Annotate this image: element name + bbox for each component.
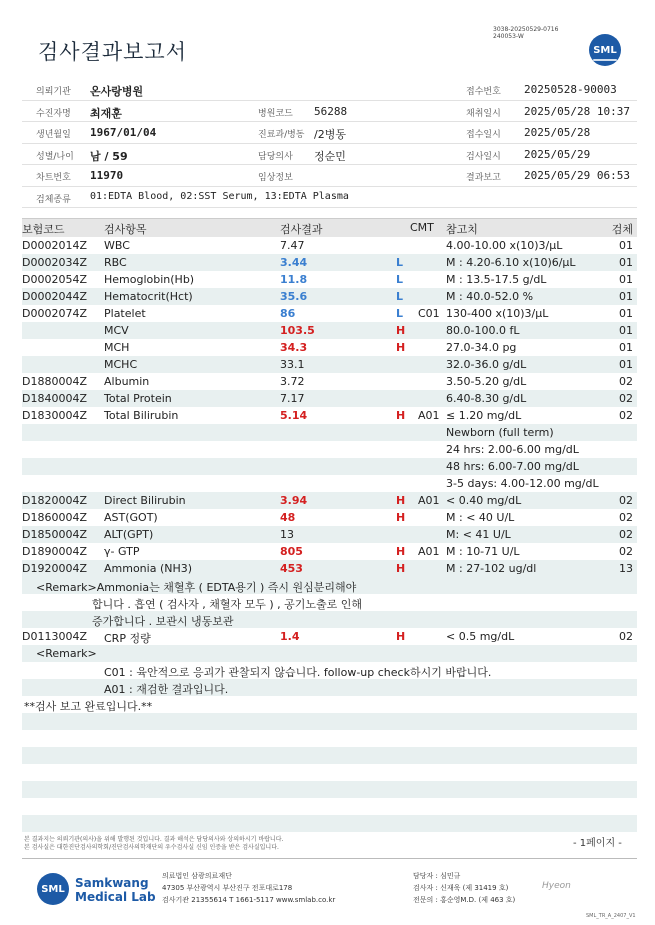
test-specimen: 01 — [619, 307, 633, 320]
brand-line1: Samkwang — [75, 876, 149, 890]
sex-age-label: 성별/나이 — [36, 151, 74, 162]
test-name: AST(GOT) — [104, 511, 158, 524]
test-result: 34.3 — [280, 341, 308, 354]
document-id — [493, 26, 558, 40]
remark-row — [22, 679, 637, 696]
test-result: 35.6 — [280, 290, 308, 303]
empty-row — [22, 798, 637, 815]
test-name: Albumin — [104, 375, 150, 388]
test-specimen: 02 — [619, 494, 633, 507]
test-name: γ- GTP — [104, 545, 140, 558]
test-code: D0002014Z — [22, 239, 87, 252]
table-row — [22, 458, 637, 475]
table-row — [22, 322, 637, 339]
empty-row — [22, 815, 637, 832]
addr-line2: 47305 부산광역시 부산진구 전포대로178 — [162, 884, 293, 892]
test-name: Direct Bilirubin — [104, 494, 186, 507]
test-name: MCV — [104, 324, 129, 337]
info-row — [22, 165, 637, 187]
table-row — [22, 407, 637, 424]
doctor-value: 정순민 — [314, 149, 346, 163]
test-result: 453 — [280, 562, 303, 575]
test-code: D1850004Z — [22, 528, 87, 541]
test-reference: < 0.40 mg/dL — [446, 494, 522, 507]
crp-spec: 02 — [619, 630, 633, 643]
table-row — [22, 356, 637, 373]
lab-address — [162, 870, 335, 906]
test-flag: H — [396, 324, 406, 337]
chart-no-label: 차트번호 — [36, 173, 71, 183]
info-row — [22, 101, 637, 123]
test-reference: 80.0-100.0 fL — [446, 324, 520, 337]
test-code: D1830004Z — [22, 409, 87, 422]
specimen-label: 검체종류 — [36, 194, 71, 205]
footer-note-1: 본 결과지는 의뢰기관(의사)을 위해 발행된 것입니다. 결과 해석은 담당의사와 상의하시기 바랍니다. — [24, 836, 284, 843]
test-cmt: A01 — [418, 545, 440, 558]
form-code: SML_TR_A_2407_V1 — [586, 913, 636, 919]
table-row — [22, 390, 637, 407]
addr-line3: 검사기관 21355614 T 1661-5117 www.smlab.co.kr — [162, 896, 336, 904]
header-name: 검사항목 — [104, 223, 147, 236]
test-flag: H — [396, 341, 406, 354]
table-row — [22, 475, 637, 492]
test-specimen: 02 — [619, 375, 633, 388]
table-row — [22, 339, 637, 356]
test-flag: L — [396, 273, 404, 286]
test-reference: 3.50-5.20 g/dL — [446, 375, 527, 388]
staff-line1: 담당자 : 심민규 — [413, 872, 461, 880]
test-code: D1880004Z — [22, 375, 87, 388]
table-body — [22, 237, 637, 577]
test-code: D1860004Z — [22, 511, 87, 524]
test-code: D0002074Z — [22, 307, 87, 320]
report-date-label: 결과보고 — [466, 173, 501, 183]
test-code: D1890004Z — [22, 545, 87, 558]
crp-flag: H — [396, 630, 406, 643]
test-specimen: 02 — [619, 545, 633, 558]
test-specimen: 01 — [619, 341, 633, 354]
header-result: 검사결과 — [280, 223, 323, 236]
test-result: 7.17 — [280, 392, 305, 405]
test-flag: H — [396, 562, 406, 575]
hospital-code-value: 56288 — [314, 104, 348, 118]
footer-note-2: 본 검사실은 대한진단검사의학회/진단검사의학재단의 우수검사실 신임 인증을 받은 검사실입니다. — [24, 844, 279, 851]
dept-value: /2병동 — [314, 128, 346, 141]
test-reference: M : < 40 U/L — [446, 511, 515, 524]
report-complete-row — [22, 696, 637, 713]
remark-row — [22, 577, 637, 594]
empty-row — [22, 747, 637, 764]
chart-no-value: 11970 — [90, 169, 124, 182]
brand-line2: Medical Lab — [75, 890, 156, 904]
test-reference: M : 10-71 U/L — [446, 545, 520, 558]
test-name: Total Bilirubin — [104, 409, 179, 422]
test-name: Ammonia (NH3) — [104, 562, 193, 575]
test-code: D1920004Z — [22, 562, 87, 575]
test-name: Hemoglobin(Hb) — [104, 273, 195, 286]
test-reference: M : 4.20-6.10 x(10)6/μL — [446, 256, 576, 269]
test-result: 13 — [280, 528, 294, 541]
test-cmt: A01 — [418, 494, 440, 507]
test-name: Hematocrit(Hct) — [104, 290, 193, 303]
report-complete-text: **검사 보고 완료입니다.** — [24, 700, 153, 713]
test-code: D0002044Z — [22, 290, 87, 303]
info-row — [22, 144, 637, 166]
empty-row — [22, 730, 637, 747]
test-date-label: 검사일시 — [466, 151, 501, 162]
remark-label: <Remark> — [36, 647, 97, 660]
table-row — [22, 305, 637, 322]
test-result: 48 — [280, 511, 296, 524]
crp-result: 1.4 — [280, 630, 300, 643]
dob-value: 1967/01/04 — [90, 126, 157, 139]
table-row — [22, 492, 637, 509]
page-title: 검사결과보고서 — [38, 40, 188, 64]
test-name: Total Protein — [104, 392, 172, 405]
lab-staff — [413, 870, 515, 906]
remark-text: <Remark>Ammonia는 채혈후 ( EDTA용기 ) 즉시 원심분리해야 — [36, 581, 357, 594]
test-specimen: 02 — [619, 392, 633, 405]
test-reference: 130-400 x(10)3/μL — [446, 307, 549, 320]
test-flag: L — [396, 307, 404, 320]
page-number: - 1페이지 - — [573, 838, 622, 849]
test-name: RBC — [104, 256, 127, 269]
test-specimen: 01 — [619, 273, 633, 286]
table-row — [22, 254, 637, 271]
test-reference: 3-5 days: 4.00-12.00 mg/dL — [446, 477, 599, 490]
table-header — [22, 218, 637, 237]
test-code: D0002034Z — [22, 256, 87, 269]
header-code: 보험코드 — [22, 223, 65, 236]
specimen-value: 01:EDTA Blood, 02:SST Serum, 13:EDTA Plasma — [90, 190, 349, 202]
test-result: 33.1 — [280, 358, 305, 371]
crp-code: D0113004Z — [22, 630, 87, 643]
test-reference: ≤ 1.20 mg/dL — [446, 409, 522, 422]
test-reference: 6.40-8.30 g/dL — [446, 392, 527, 405]
table-row — [22, 424, 637, 441]
staff-line2: 검사자 : 신재욱 (제 31419 호) — [413, 884, 509, 892]
test-reference: 32.0-36.0 g/dL — [446, 358, 527, 371]
remark-row — [22, 645, 637, 662]
doc-id-line1: 3038-20250529-0716 — [493, 26, 559, 33]
sex-age-value: 남 / 59 — [90, 149, 128, 163]
test-result: 5.14 — [280, 409, 308, 422]
patient-label: 수진자명 — [36, 108, 71, 119]
sml-footer-logo: SML — [37, 873, 69, 905]
sml-logo: SML — [589, 34, 621, 66]
test-name: ALT(GPT) — [104, 528, 154, 541]
table-row — [22, 373, 637, 390]
crp-name: CRP 정량 — [104, 632, 151, 645]
test-result: 805 — [280, 545, 303, 558]
remark-row — [22, 594, 637, 611]
collect-date-value: 2025/05/28 10:37 — [524, 104, 630, 118]
test-code: D0002054Z — [22, 273, 87, 286]
test-name: MCH — [104, 341, 130, 354]
test-name: Platelet — [104, 307, 146, 320]
test-specimen: 01 — [619, 290, 633, 303]
test-reference: M : 40.0-52.0 % — [446, 290, 534, 303]
test-date-value: 2025/05/29 — [524, 147, 591, 161]
empty-row — [22, 713, 637, 730]
signature: Hyeon — [542, 881, 571, 891]
test-specimen: 02 — [619, 528, 633, 541]
test-flag: H — [396, 409, 406, 422]
info-row — [22, 79, 637, 101]
table-row — [22, 628, 637, 645]
test-name: MCHC — [104, 358, 138, 371]
header-cmt: CMT — [410, 221, 434, 234]
results-table — [22, 218, 637, 832]
test-reference: M : 27-102 ug/dl — [446, 562, 537, 575]
table-row — [22, 271, 637, 288]
test-cmt: A01 — [418, 409, 440, 422]
test-specimen: 01 — [619, 358, 633, 371]
test-result: 3.44 — [280, 256, 308, 269]
footer-divider — [22, 858, 637, 859]
addr-line1: 의료법인 삼광의료재단 — [162, 872, 232, 880]
test-result: 3.94 — [280, 494, 308, 507]
dept-label: 진료과/병동 — [258, 130, 305, 140]
table-row — [22, 237, 637, 254]
doc-id-line2: 240053-W — [493, 33, 524, 40]
test-code: D1840004Z — [22, 392, 87, 405]
remark-text: A01 : 재검한 결과입니다. — [104, 683, 229, 696]
remark-text: 증가합니다 . 보관시 냉동보관 — [92, 615, 234, 628]
test-specimen: 02 — [619, 409, 633, 422]
remark-text: C01 : 육안적으로 응괴가 관찰되지 않습니다. follow-up check하시기 바랍니다. — [104, 666, 492, 679]
table-row — [22, 526, 637, 543]
test-result: 103.5 — [280, 324, 315, 337]
test-specimen: 13 — [619, 562, 633, 575]
test-specimen: 02 — [619, 511, 633, 524]
test-flag: L — [396, 290, 404, 303]
remark-row — [22, 662, 637, 679]
test-reference: 27.0-34.0 pg — [446, 341, 517, 354]
doctor-label: 담당의사 — [258, 151, 293, 162]
institution-value: 온사랑병원 — [90, 85, 144, 98]
test-result: 86 — [280, 307, 296, 320]
empty-row — [22, 781, 637, 798]
remark-row — [22, 611, 637, 628]
test-flag: H — [396, 511, 406, 524]
receipt-no-label: 접수번호 — [466, 87, 501, 97]
receipt-date-label: 접수일시 — [466, 130, 501, 140]
crp-ref: < 0.5 mg/dL — [446, 630, 515, 643]
test-result: 7.47 — [280, 239, 305, 252]
table-row — [22, 543, 637, 560]
test-result: 11.8 — [280, 273, 308, 286]
dob-label: 생년월일 — [36, 130, 71, 140]
test-result: 3.72 — [280, 375, 305, 388]
remark-text: 합니다 . 흡연 ( 검사자 , 채혈자 모두 ) , 공기노출로 인해 — [92, 598, 363, 611]
test-cmt: C01 — [418, 307, 440, 320]
test-name: WBC — [104, 239, 130, 252]
table-row — [22, 509, 637, 526]
clinical-label: 임상정보 — [258, 173, 293, 183]
header-ref: 참고치 — [446, 223, 478, 236]
receipt-date-value: 2025/05/28 — [524, 126, 591, 139]
brand-name — [75, 876, 156, 904]
patient-info — [22, 79, 637, 208]
test-reference: 24 hrs: 2.00-6.00 mg/dL — [446, 443, 579, 456]
test-reference: Newborn (full term) — [446, 426, 554, 439]
test-specimen: 01 — [619, 324, 633, 337]
test-reference: M: < 41 U/L — [446, 528, 511, 541]
staff-line3: 전문의 : 홍순영M.D. (제 463 호) — [413, 896, 516, 904]
table-row — [22, 560, 637, 577]
institution-label: 의뢰기관 — [36, 87, 71, 97]
test-flag: H — [396, 545, 406, 558]
test-reference: 48 hrs: 6.00-7.00 mg/dL — [446, 460, 579, 473]
report-date-value: 2025/05/29 06:53 — [524, 169, 630, 182]
table-row — [22, 288, 637, 305]
test-reference: 4.00-10.00 x(10)3/μL — [446, 239, 563, 252]
table-row — [22, 441, 637, 458]
hospital-code-label: 병원코드 — [258, 108, 293, 119]
footer-notes — [24, 836, 384, 852]
test-flag: L — [396, 256, 404, 269]
receipt-no-value: 20250528-90003 — [524, 83, 617, 96]
info-row — [22, 122, 637, 144]
empty-row — [22, 764, 637, 781]
test-specimen: 01 — [619, 239, 633, 252]
test-code: D1820004Z — [22, 494, 87, 507]
header-spec: 검체 — [611, 223, 633, 236]
test-reference: M : 13.5-17.5 g/dL — [446, 273, 547, 286]
info-row — [22, 187, 637, 209]
test-flag: H — [396, 494, 406, 507]
collect-date-label: 채취일시 — [466, 108, 501, 119]
patient-value: 최재훈 — [90, 106, 122, 120]
test-specimen: 01 — [619, 256, 633, 269]
